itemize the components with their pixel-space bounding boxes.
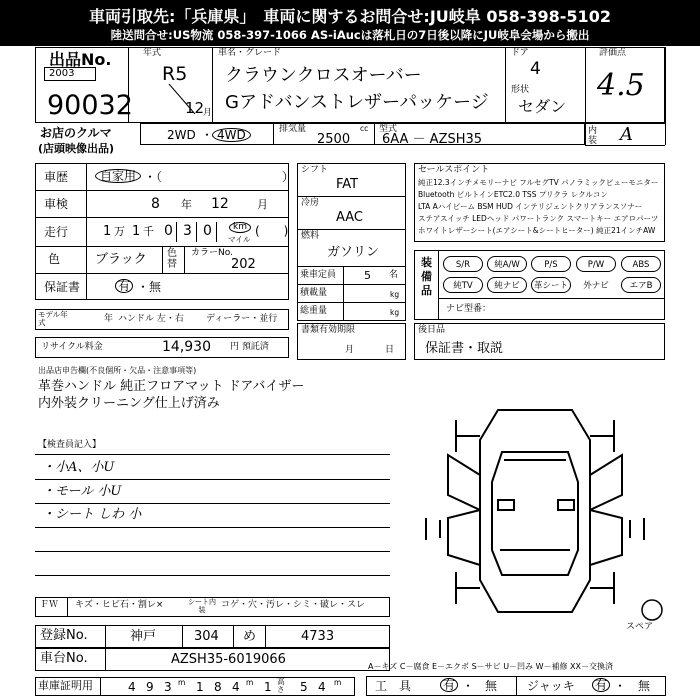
tools-label: 工 具 [375,679,412,693]
warranty-label: 保証書 [44,280,81,294]
car-name-label: 車名・グレード [218,48,282,58]
equip-alloy: 純A/W [487,256,527,272]
equipment-label: 装備品 [421,256,432,297]
color-value: ブラック [95,252,147,267]
tools-yes: 有 [440,678,458,692]
car-name: クラウンクロスオーバー [225,65,422,86]
doors-value: 4 [530,59,541,79]
lot-number: 90032 [47,90,133,121]
equip-leather: 革シート [531,277,571,293]
history-value: 自家用 [95,169,141,183]
inspection-label: 車検 [44,197,69,211]
inspection-month: 12 [211,196,229,212]
defects-list: キズ・ヒビ石・割レ× [75,600,164,610]
interior-score: A [620,124,633,145]
color-label: 色 [48,252,61,266]
shop-car: お店のクルマ [40,126,112,140]
drive-4wd: 4WD [212,128,251,142]
notes-line2: 内外装クリーニング仕上げ済み [38,396,220,411]
shop-video: (店頭映像出品) [38,142,115,155]
registration-label: 登録No. [40,628,88,643]
jack-label: ジャッキ [527,679,575,693]
mileage-hundreds: 0 [164,223,173,239]
warranty-yes: 有 [115,279,133,293]
inspector-note-2: ・モール 小U [42,484,122,499]
color-change-label: 色替 [167,248,177,270]
inspector-note-3: ・シート しわ 小 [42,507,142,522]
interior-label: 内装 [588,126,598,146]
aircon-label: 冷房 [301,198,320,208]
recycle-label: リサイクル料金 [41,342,103,352]
color-code-label: カラーNo. [191,248,233,258]
header-contact: 車両引取先:「兵庫県」 車両に関するお問合せ:JU岐阜 058-398-5102 [89,7,611,26]
cert-label: 車庫証明用 [38,679,93,692]
equip-pw: P/W [576,256,616,272]
spare-tire-icon [640,598,664,622]
chassis-number: AZSH35-6019066 [171,652,286,667]
shape-label: 形状 [511,85,530,95]
equip-ext-navi: 外ナビ [583,281,609,291]
equip-sr: S/R [443,256,483,272]
defects-list-2: コゲ・穴・汚レ・シミ・破レ・スレ [221,600,366,610]
notes-label: 出品店申告欄(不良個所・欠品・注意事項等) [38,366,197,375]
mileage-tens: 3 [183,223,192,239]
year-month-unit: 月 [203,108,213,118]
equip-ps: P/S [531,256,571,272]
shape-value: セダン [518,97,567,116]
recycle-value: 14,930 [162,339,211,355]
model-code-value: 6AA － AZSH35 [382,132,483,147]
registration-city: 神戸 [130,629,157,644]
drive-2wd: 2WD [167,128,196,142]
inspector-note-1: ・小A、小U [42,460,115,475]
mileage-ones: 0 [203,223,212,239]
chassis-label: 車台No. [40,651,88,666]
score-label: 評価点 [599,48,627,58]
header-transport: 陸送問合せ:US物流 058-397-1066 AS-iAucは落札日の7日後以降にJU岐阜会場から搬出 [110,28,590,42]
navi-model-label: ナビ型番： [446,304,492,314]
model-code-label: 型式 [379,124,398,134]
mileage-km: km [229,222,251,233]
model-row-dealer: ディーラー・並行 [206,314,278,324]
car-damage-diagram [420,400,650,625]
displacement-label: 排気量 [279,124,307,134]
notes-line1: 革巻ハンドル 純正フロアマット ドアバイザー [38,379,305,394]
page-header [0,0,700,46]
capacity-value: 5 [364,269,371,282]
registration-class: 304 [194,629,219,644]
sales-points-title: セールスポイント [418,165,490,175]
mileage-label: 走行 [44,225,69,239]
capacity-label: 乗車定員 [300,270,337,280]
equip-navi: 純ナビ [487,277,527,293]
registration-kana: め [243,629,257,644]
fuel-label: 燃料 [301,231,320,241]
year-label: 年式 [143,48,162,58]
damage-legend: A－キズ C－腐食 E－エクボ S－サビ U－凹み W－補修 XX－交換済 [368,662,614,671]
aircon-value: AAC [336,210,363,225]
year-month: 12 [185,99,205,117]
spare-label: スペア [626,622,654,632]
delivery-label: 後日品 [418,325,446,335]
shift-label: シフト [301,165,329,175]
displacement-value: 2500 [317,132,351,147]
expiry-label: 書類有効期限 [301,325,356,335]
jack-yes: 有 [592,678,610,692]
year-era: R5 [162,63,188,85]
registration-number: 4733 [301,629,335,644]
doors-label: ドア [511,48,529,58]
equip-airbag: エアB [621,277,661,293]
equip-abs: ABS [621,256,661,272]
load-label: 積載量 [300,288,328,298]
car-grade: Gアドバンストレザーパッケージ [225,92,489,113]
gross-label: 総重量 [300,306,328,316]
model-row-handle: ハンドル 左・右 [118,314,184,324]
lot-year-tag: 2003 [49,68,75,79]
shift-value: FAT [336,177,359,192]
score-value: 4.5 [597,68,645,103]
inspection-year: 8 [151,196,160,212]
color-code: 202 [231,257,256,272]
fuel-value: ガソリン [327,245,380,260]
delivery-value: 保証書・取説 [425,341,504,356]
inspector-label: 【検査員記入】 [38,440,102,450]
equip-tv: 純TV [443,277,483,293]
lot-label: 出品No. [49,50,112,69]
history-label: 車歴 [44,170,69,184]
